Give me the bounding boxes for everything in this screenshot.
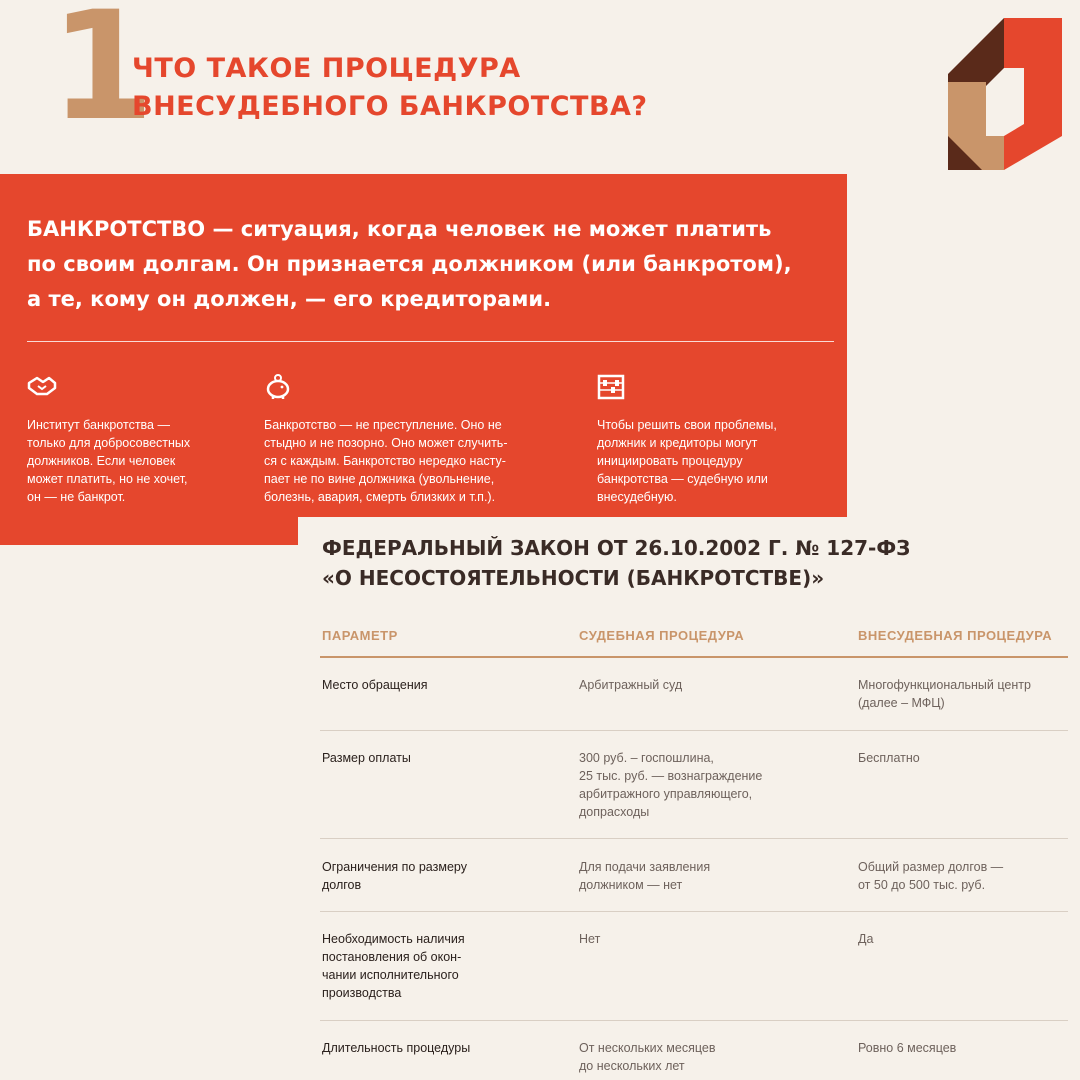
court-cell: [579, 676, 682, 694]
cell-line: Да: [858, 932, 874, 946]
param-cell: [322, 930, 465, 1002]
cell-line: должником — нет: [579, 878, 683, 892]
cell-line: Необходимость наличия: [322, 932, 465, 946]
panel-divider: [27, 341, 834, 342]
law-title-line: «О НЕСОСТОЯТЕЛЬНОСТИ (БАНКРОТСТВЕ)»: [322, 566, 825, 590]
fact-line: инициировать процедуру: [597, 454, 743, 468]
definition-line: а те, кому он должен, — его кредиторами.: [27, 287, 552, 311]
definition-panel: [0, 174, 847, 545]
court-cell: [579, 858, 710, 894]
bankruptcy-definition: [27, 212, 817, 317]
fact-line: внесудебную.: [597, 490, 677, 504]
cell-line: производства: [322, 986, 402, 1000]
row-divider: [320, 911, 1068, 912]
fact-line: должник и кредиторы могут: [597, 436, 758, 450]
section-number: 1: [50, 0, 155, 154]
fact-line: Банкротство — не преступление. Оно не: [264, 418, 502, 432]
cell-line: Общий размер долгов —: [858, 860, 1004, 874]
cell-line: Ограничения по размеру: [322, 860, 467, 874]
definition-line: БАНКРОТСТВО — ситуация, когда человек не может платить: [27, 217, 772, 241]
piggy-bank-icon: [264, 374, 294, 400]
param-cell: [322, 676, 428, 694]
header-rule: [320, 656, 1068, 658]
out-of-court-cell: [858, 1039, 956, 1057]
cell-line: допрасходы: [579, 805, 650, 819]
cell-line: Многофункциональный центр: [858, 678, 1031, 692]
law-comparison-card: [298, 517, 1080, 1080]
cell-line: Бесплатно: [858, 751, 920, 765]
out-of-court-cell: [858, 858, 1003, 894]
cell-line: (далее – МФЦ): [858, 696, 945, 710]
cell-line: 25 тыс. руб. — вознаграждение: [579, 769, 763, 783]
cell-line: От нескольких месяцев: [579, 1041, 716, 1055]
row-divider: [320, 838, 1068, 839]
cell-line: Размер оплаты: [322, 751, 411, 765]
fact-line: должников. Если человек: [27, 454, 176, 468]
law-title-line: ФЕДЕРАЛЬНЫЙ ЗАКОН ОТ 26.10.2002 Г. № 127-ФЗ: [322, 536, 911, 560]
definition-line: по своим долгам. Он признается должником (или банкротом),: [27, 252, 792, 276]
cell-line: Для подачи заявления: [579, 860, 711, 874]
cell-line: 300 руб. – госпошлина,: [579, 751, 714, 765]
cell-line: Ровно 6 месяцев: [858, 1041, 957, 1055]
row-divider: [320, 730, 1068, 731]
column-header-parameter: ПАРАМЕТР: [322, 628, 398, 643]
fact-line: может платить, но не хочет,: [27, 472, 188, 486]
param-cell: [322, 1039, 470, 1057]
fact-column-1: [27, 374, 190, 506]
column-header-out-of-court: ВНЕСУДЕБНАЯ ПРОЦЕДУРА: [858, 628, 1053, 643]
law-title: [322, 533, 910, 593]
out-of-court-cell: [858, 749, 920, 767]
page-title: [132, 50, 648, 126]
cell-line: Длительность процедуры: [322, 1041, 471, 1055]
fact-column-2: [264, 374, 507, 506]
mfc-logo-icon: [948, 18, 1062, 170]
fact-line: болезнь, авария, смерть близких и т.п.).: [264, 490, 496, 504]
row-divider: [320, 1020, 1068, 1021]
page-title-line: ЧТО ТАКОЕ ПРОЦЕДУРА: [132, 53, 521, 84]
fact-line: пает не по вине должника (увольнение,: [264, 472, 495, 486]
cell-line: арбитражного управляющего,: [579, 787, 753, 801]
param-cell: [322, 749, 411, 767]
fact-text: [264, 416, 507, 506]
cell-line: чании исполнительного: [322, 968, 459, 982]
cell-line: Нет: [579, 932, 601, 946]
cell-line: долгов: [322, 878, 362, 892]
cell-line: до нескольких лет: [579, 1059, 685, 1073]
cell-line: Арбитражный суд: [579, 678, 683, 692]
out-of-court-cell: [858, 930, 873, 948]
page-title-line: ВНЕСУДЕБНОГО БАНКРОТСТВА?: [132, 91, 648, 122]
cell-line: Место обращения: [322, 678, 428, 692]
cell-line: от 50 до 500 тыс. руб.: [858, 878, 986, 892]
fact-line: ся с каждым. Банкротство нередко насту-: [264, 454, 506, 468]
fact-line: Чтобы решить свои проблемы,: [597, 418, 777, 432]
param-cell: [322, 858, 467, 894]
cell-line: постановления об окон-: [322, 950, 462, 964]
fact-text: [27, 416, 190, 506]
court-cell: [579, 749, 762, 821]
abacus-icon: [597, 374, 627, 400]
fact-line: Институт банкротства —: [27, 418, 170, 432]
column-header-court: СУДЕБНАЯ ПРОЦЕДУРА: [579, 628, 745, 643]
court-cell: [579, 930, 600, 948]
fact-text: [597, 416, 777, 506]
court-cell: [579, 1039, 715, 1075]
fact-line: только для добросовестных: [27, 436, 191, 450]
fact-line: банкротства — судебную или: [597, 472, 768, 486]
fact-column-3: [597, 374, 777, 506]
out-of-court-cell: [858, 676, 1031, 712]
fact-line: стыдно и не позорно. Оно может случить-: [264, 436, 508, 450]
fact-line: он — не банкрот.: [27, 490, 126, 504]
handshake-icon: [27, 374, 57, 400]
